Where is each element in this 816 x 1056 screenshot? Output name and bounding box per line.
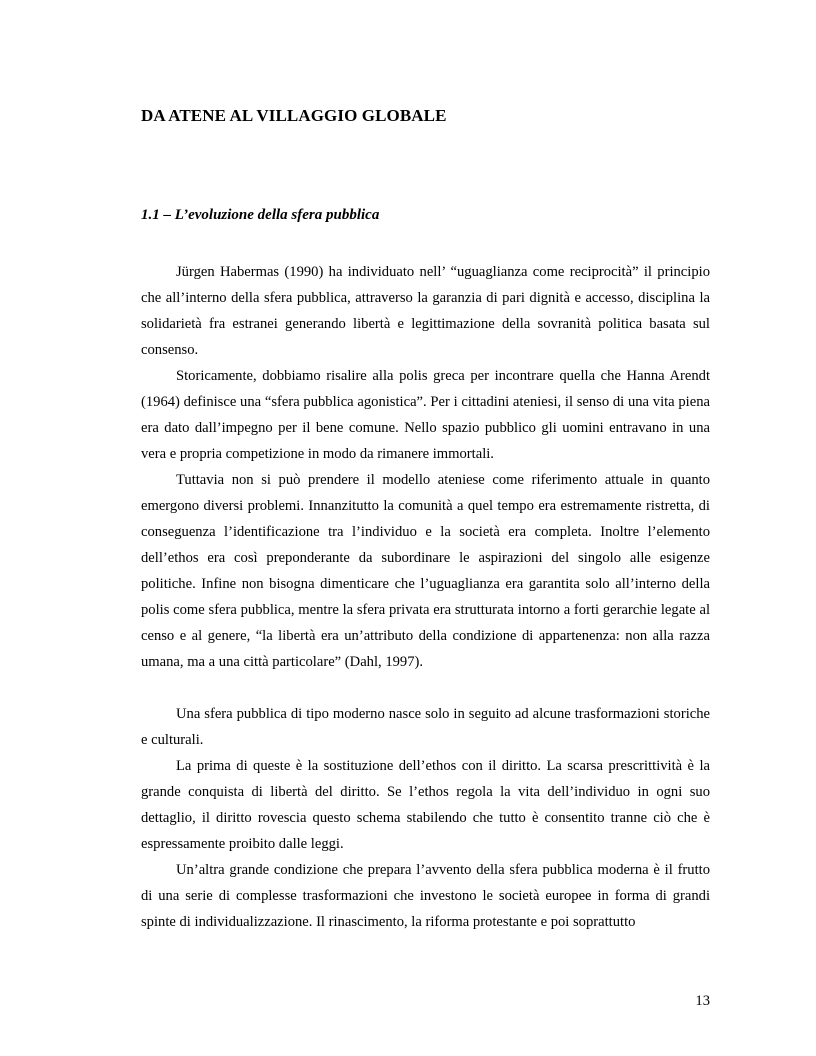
- paragraph-habermas: Jürgen Habermas (1990) ha individuato nell’ “uguaglianza come reciprocità” il principio che all’interno della sfera pubblica, attraverso la garanzia di pari dignità e accesso, disciplina la solidarietà fra estranei generando libertà e legittimazione della sovranità politica basata sul consenso.: [141, 264, 710, 358]
- paragraph-modern-sphere: Una sfera pubblica di tipo moderno nasce solo in seguito ad alcune trasformazioni storiche e culturali.: [141, 706, 710, 748]
- page-number: 13: [695, 993, 710, 1009]
- paragraph-arendt: Storicamente, dobbiamo risalire alla polis greca per incontrare quella che Hanna Arendt (1964) definisce una “sfera pubblica agonistica”. Per i cittadini ateniesi, il senso di una vita piena era dato dall’impegno per il bene comune. Nello spazio pubblico gli uomini entravano in una vera e propria competizione in modo da rimanere immortali.: [141, 368, 710, 462]
- section-heading: 1.1 – L’evoluzione della sfera pubblica: [141, 207, 380, 223]
- paragraph-ethos-law: La prima di queste è la sostituzione dell’ethos con il diritto. La scarsa prescrittività è la grande conquista di libertà del diritto. Se l’ethos regola la vita dell’individuo in ogni suo dettaglio, il diritto rovescia questo schema stabilendo che tutto è consentito tranne ciò che è espressamente proibito dalle leggi.: [141, 758, 710, 852]
- body-text: [141, 259, 710, 935]
- paragraph-athenian-model: Tuttavia non si può prendere il modello ateniese come riferimento attuale in quanto emergono diversi problemi. Innanzitutto la comunità a quel tempo era estremamente ristretta, di conseguenza l’identificazione tra l’individuo e la società era completa. Inoltre l’elemento dell’ethos era così preponderante da subordinare le aspirazioni del singolo alle esigenze politiche. Infine non bisogna dimenticare che l’uguaglianza era garantita solo all’interno della polis come sfera pubblica, mentre la sfera privata era strutturata intorno a forti gerarchie legate al censo e al genere, “la libertà era un’attributo della condizione di appartenenza: non alla razza umana, ma a una città particolare” (Dahl, 1997).: [141, 472, 710, 670]
- chapter-title: DA ATENE AL VILLAGGIO GLOBALE: [141, 106, 447, 125]
- paragraph-individualization: Un’altra grande condizione che prepara l’avvento della sfera pubblica moderna è il frutto di una serie di complesse trasformazioni che investono le società europee in forma di grandi spinte di individualizzazione. Il rinascimento, la riforma protestante e poi soprattutto: [141, 862, 710, 930]
